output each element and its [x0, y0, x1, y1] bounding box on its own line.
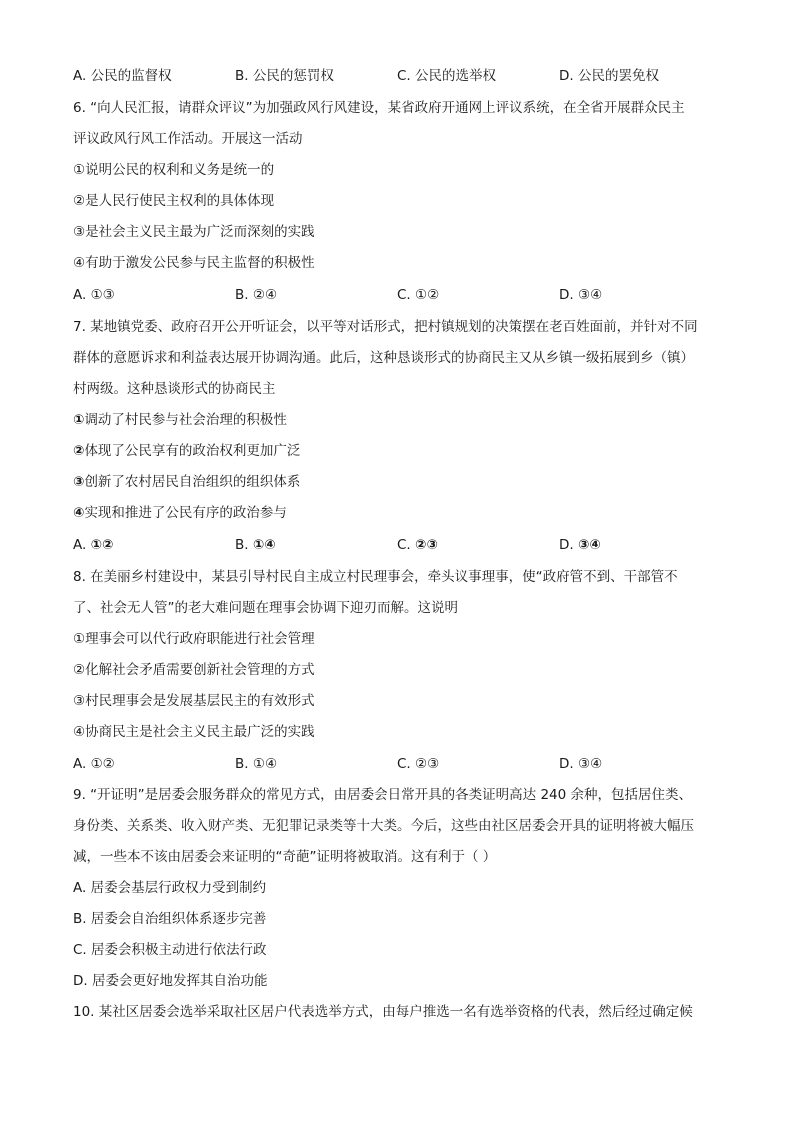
q5-option-a[interactable]: A. 公民的监督权	[73, 68, 172, 84]
q7-option-d-prefix: D.	[559, 537, 578, 553]
q7-item-4	[73, 504, 287, 522]
q6-item-2: ②是人民行使民主权利的具体体现	[73, 193, 275, 209]
q7-stem-line-3: 村两级。这种恳谈形式的协商民主	[73, 381, 276, 397]
q7-option-a[interactable]	[73, 536, 113, 554]
q7-option-c-prefix: C.	[397, 537, 416, 553]
q7-stem-line-1: 7. 某地镇党委、政府召开公开听证会，以平等对话形式，把村镇规划的决策摆在老百姓面前，并针对不同	[73, 319, 698, 335]
q8-options	[73, 755, 733, 773]
q7-item-3-mark: ③	[73, 474, 85, 490]
q9-stem-line-2: 身份类、关系类、收入财产类、无犯罪记录类等十大类。今后，这些由社区居委会开具的证明将被大幅压	[73, 818, 694, 834]
q9-option-a[interactable]: A. 居委会基层行政权力受到制约	[73, 880, 267, 896]
q7-stem-line-2: 群体的意愿诉求和利益表达展开协调沟通。此后，这种恳谈形式的协商民主又从乡镇一级拓展到乡（镇）	[73, 350, 694, 366]
q8-stem-line-1: 8. 在美丽乡村建设中，某县引导村民自主成立村民理事会，牵头议事理事，使“政府管不到、干部管不	[73, 569, 678, 585]
q9-stem-line-1: 9. “开证明”是居委会服务群众的常见方式，由居委会日常开具的各类证明高达 240 余种，包括居住类、	[73, 787, 693, 803]
q6-stem-line-2: 评议政风行风工作活动。开展这一活动	[73, 131, 303, 147]
q8-item-4: ④协商民主是社会主义民主最广泛的实践	[73, 724, 315, 740]
q7-item-1-text: 调动了村民参与社会治理的积极性	[84, 412, 287, 428]
q9-option-d[interactable]: D. 居委会更好地发挥其自治功能	[73, 973, 268, 989]
q9-stem-line-3: 减，一些本不该由居委会来证明的“奇葩”证明将被取消。这有利于（ ）	[73, 849, 497, 865]
q9-option-c[interactable]: C. 居委会积极主动进行依法行政	[73, 942, 267, 958]
q5-option-d[interactable]: D. 公民的罢免权	[559, 68, 659, 84]
q6-option-b[interactable]: B. ②④	[235, 287, 278, 303]
q8-item-3: ③村民理事会是发展基层民主的有效形式	[73, 693, 315, 709]
q7-option-a-marks: ①②	[90, 537, 114, 553]
q7-item-3-text: 创新了农村居民自治组织的组织体系	[84, 474, 301, 490]
q6-stem-line-1: 6. “向人民汇报，请群众评议”为加强政风行风建设，某省政府开通网上评议系统，在全省开展群众民主	[73, 100, 685, 116]
q6-item-1: ①说明公民的权利和义务是统一的	[73, 162, 275, 178]
q6-options	[73, 286, 733, 304]
q7-option-d-marks: ③④	[577, 537, 601, 553]
q7-item-3	[73, 473, 300, 491]
q5-option-c[interactable]: C. 公民的选举权	[397, 68, 497, 84]
q8-item-2: ②化解社会矛盾需要创新社会管理的方式	[73, 662, 315, 678]
q8-item-1: ①理事会可以代行政府职能进行社会管理	[73, 631, 315, 647]
q7-item-2	[73, 442, 300, 460]
q7-option-b[interactable]	[235, 536, 276, 554]
q8-option-d[interactable]: D. ③④	[559, 756, 603, 772]
q6-item-3: ③是社会主义民主最为广泛而深刻的实践	[73, 224, 315, 240]
q7-option-c[interactable]	[397, 536, 438, 554]
q5-options	[73, 67, 733, 85]
q6-option-c[interactable]: C. ①②	[397, 287, 440, 303]
q7-item-1	[73, 411, 287, 429]
q7-option-c-marks: ②③	[415, 537, 438, 553]
q7-item-1-mark: ①	[73, 412, 85, 428]
q8-option-c[interactable]: C. ②③	[397, 756, 440, 772]
q8-option-a[interactable]: A. ①②	[73, 756, 115, 772]
q7-item-2-text: 体现了公民享有的政治权利更加广泛	[84, 443, 301, 459]
q7-options	[73, 536, 733, 554]
q6-option-a[interactable]: A. ①③	[73, 287, 115, 303]
q10-stem-line-1: 10. 某社区居委会选举采取社区居户代表选举方式，由每户推选一名有选举资格的代表，然后经过确定候	[73, 1004, 693, 1020]
q7-option-d[interactable]	[559, 536, 601, 554]
q7-option-b-prefix: B.	[235, 537, 253, 553]
q7-item-4-text: 实现和推进了公民有序的政治参与	[84, 505, 287, 521]
q6-item-4: ④有助于激发公民参与民主监督的积极性	[73, 255, 315, 271]
q9-option-b[interactable]: B. 居委会自治组织体系逐步完善	[73, 911, 267, 927]
q6-option-d[interactable]: D. ③④	[559, 287, 603, 303]
q8-option-b[interactable]: B. ①④	[235, 756, 278, 772]
q5-option-b[interactable]: B. 公民的惩罚权	[235, 68, 334, 84]
q7-option-b-marks: ①④	[252, 537, 276, 553]
q7-item-2-mark: ②	[73, 443, 85, 459]
q8-stem-line-2: 了、社会无人管”的老大难问题在理事会协调下迎刃而解。这说明	[73, 600, 458, 616]
q7-item-4-mark: ④	[73, 505, 85, 521]
q7-option-a-prefix: A.	[73, 537, 91, 553]
